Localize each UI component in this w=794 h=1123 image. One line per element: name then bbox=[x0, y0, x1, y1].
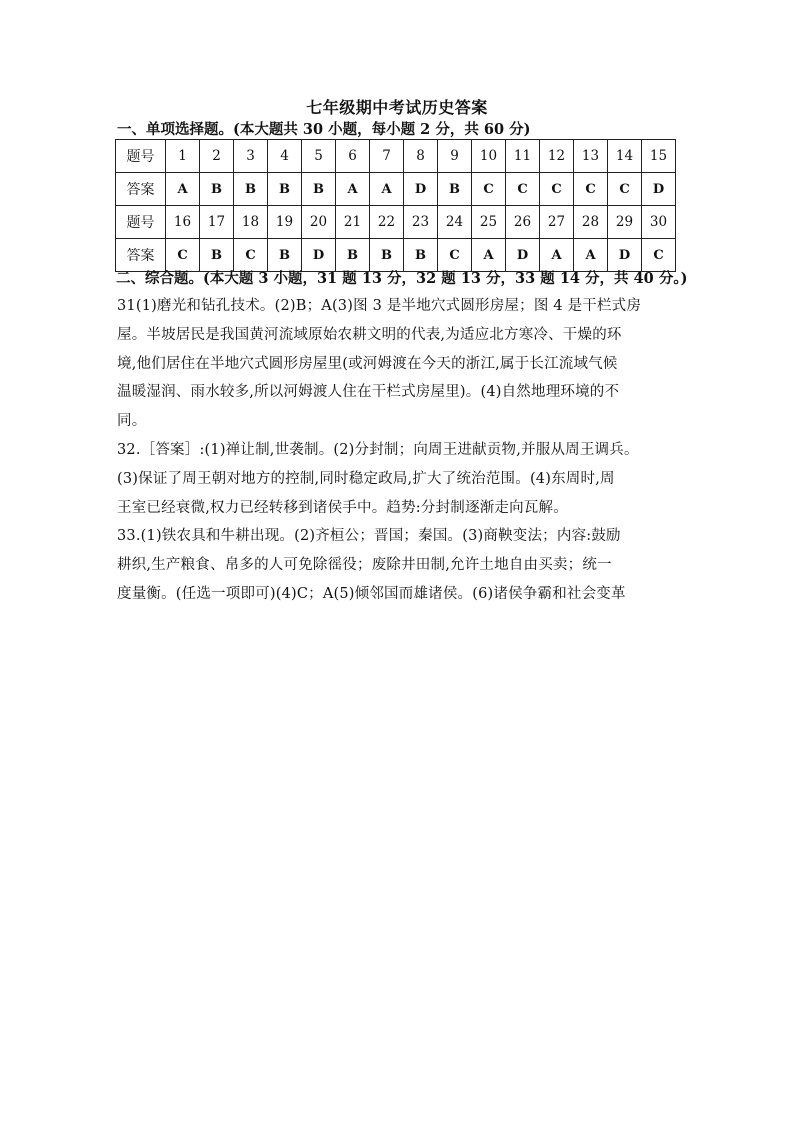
answer-cell: B bbox=[438, 173, 472, 206]
answer-cell: B bbox=[234, 173, 268, 206]
answer-cell: B bbox=[200, 239, 234, 272]
answer-text-line: 度量衡。(任选一项即可)(4)C；A(5)倾邻国而雄诸侯。(6)诸侯争霸和社会变革 bbox=[117, 586, 626, 602]
answer-table bbox=[115, 139, 676, 272]
answer-cell: B bbox=[268, 239, 302, 272]
question-number-row bbox=[116, 206, 676, 239]
question-number-cell: 16 bbox=[166, 206, 200, 239]
answer-text-line: 王室已经衰微,权力已经转移到诸侯手中。趋势:分封制逐渐走向瓦解。 bbox=[117, 499, 568, 516]
question-number-cell: 5 bbox=[302, 140, 336, 173]
answer-text-line: 屋。半坡居民是我国黄河流域原始农耕文明的代表,为适应北方寒冷、干燥的环 bbox=[117, 326, 622, 343]
answer-cell: C bbox=[438, 239, 472, 272]
answer-cell: D bbox=[404, 173, 438, 206]
question-number-cell: 18 bbox=[234, 206, 268, 239]
question-number-cell: 9 bbox=[438, 140, 472, 173]
question-number-cell: 29 bbox=[608, 206, 642, 239]
answer-table-body bbox=[116, 140, 676, 272]
section-2-heading: 二、综合题。(本大题 3 小题，31 题 13 分，32 题 13 分，33 题 14 分，共 40 分。) bbox=[116, 270, 688, 287]
question-number-cell: 17 bbox=[200, 206, 234, 239]
answer-cell: C bbox=[234, 239, 268, 272]
answer-cell: D bbox=[302, 239, 336, 272]
answer-text-line: 境,他们居住在半地穴式圆形房屋里(或河姆渡在今天的浙江,属于长江流域气候 bbox=[117, 355, 618, 372]
question-number-cell: 21 bbox=[336, 206, 370, 239]
answer-row bbox=[116, 173, 676, 206]
answer-cell: D bbox=[642, 173, 676, 206]
question-number-cell: 4 bbox=[268, 140, 302, 173]
answer-cell: A bbox=[472, 239, 506, 272]
answer-cell: A bbox=[540, 239, 574, 272]
row-label-number: 题号 bbox=[116, 140, 166, 173]
answer-cell: C bbox=[506, 173, 540, 206]
question-number-cell: 19 bbox=[268, 206, 302, 239]
question-number-cell: 22 bbox=[370, 206, 404, 239]
answer-cell: D bbox=[608, 239, 642, 272]
answer-cell: C bbox=[574, 173, 608, 206]
question-number-cell: 11 bbox=[506, 140, 540, 173]
answer-cell: B bbox=[370, 239, 404, 272]
answer-cell: B bbox=[268, 173, 302, 206]
question-number-cell: 15 bbox=[642, 140, 676, 173]
answer-row bbox=[116, 239, 676, 272]
question-number-cell: 13 bbox=[574, 140, 608, 173]
answer-cell: A bbox=[370, 173, 404, 206]
answer-text-line: 温暖湿润、雨水较多,所以河姆渡人住在干栏式房屋里)。(4)自然地理环境的不 bbox=[117, 384, 620, 401]
question-number-cell: 2 bbox=[200, 140, 234, 173]
question-number-cell: 12 bbox=[540, 140, 574, 173]
question-number-cell: 26 bbox=[506, 206, 540, 239]
question-number-cell: 7 bbox=[370, 140, 404, 173]
question-number-cell: 28 bbox=[574, 206, 608, 239]
page-title: 七年级期中考试历史答案 bbox=[306, 98, 488, 117]
answer-text-line: 耕织,生产粮食、帛多的人可免除徭役；废除井田制,允许土地自由买卖；统一 bbox=[117, 557, 612, 574]
answer-cell: A bbox=[166, 173, 200, 206]
answer-text-line: 33.(1)铁农具和牛耕出现。(2)齐桓公；晋国；秦国。(3)商鞅变法；内容:鼓励 bbox=[117, 528, 621, 545]
question-number-cell: 10 bbox=[472, 140, 506, 173]
answer-cell: C bbox=[642, 239, 676, 272]
question-number-cell: 14 bbox=[608, 140, 642, 173]
row-label-answer: 答案 bbox=[116, 173, 166, 206]
answer-cell: B bbox=[404, 239, 438, 272]
answer-cell: A bbox=[574, 239, 608, 272]
answer-text-line: (3)保证了周王朝对地方的控制,同时稳定政局,扩大了统治范围。(4)东周时,周 bbox=[117, 470, 615, 487]
question-number-cell: 6 bbox=[336, 140, 370, 173]
question-number-cell: 1 bbox=[166, 140, 200, 173]
section-1-heading: 一、单项选择题。(本大题共 30 小题，每小题 2 分，共 60 分) bbox=[117, 121, 531, 138]
row-label-answer: 答案 bbox=[116, 239, 166, 272]
answer-cell: B bbox=[302, 173, 336, 206]
answer-cell: B bbox=[336, 239, 370, 272]
question-number-cell: 30 bbox=[642, 206, 676, 239]
answer-text-line: 31(1)磨光和钻孔技术。(2)B；A(3)图 3 是半地穴式圆形房屋；图 4 是干栏式房 bbox=[117, 298, 642, 314]
answer-cell: C bbox=[608, 173, 642, 206]
question-number-cell: 8 bbox=[404, 140, 438, 173]
question-number-cell: 27 bbox=[540, 206, 574, 239]
question-number-cell: 24 bbox=[438, 206, 472, 239]
answer-cell: C bbox=[540, 173, 574, 206]
answer-text-line: 32.［答案］:(1)禅让制,世袭制。(2)分封制；向周王进献贡物,并服从周王调兵。 bbox=[117, 442, 639, 458]
answer-cell: C bbox=[472, 173, 506, 206]
question-number-cell: 3 bbox=[234, 140, 268, 173]
answer-cell: C bbox=[166, 239, 200, 272]
answer-cell: A bbox=[336, 173, 370, 206]
answer-text-line: 同。 bbox=[117, 413, 147, 430]
answer-cell: D bbox=[506, 239, 540, 272]
row-label-number: 题号 bbox=[116, 206, 166, 239]
answer-cell: B bbox=[200, 173, 234, 206]
question-number-row bbox=[116, 140, 676, 173]
question-number-cell: 23 bbox=[404, 206, 438, 239]
question-number-cell: 25 bbox=[472, 206, 506, 239]
question-number-cell: 20 bbox=[302, 206, 336, 239]
